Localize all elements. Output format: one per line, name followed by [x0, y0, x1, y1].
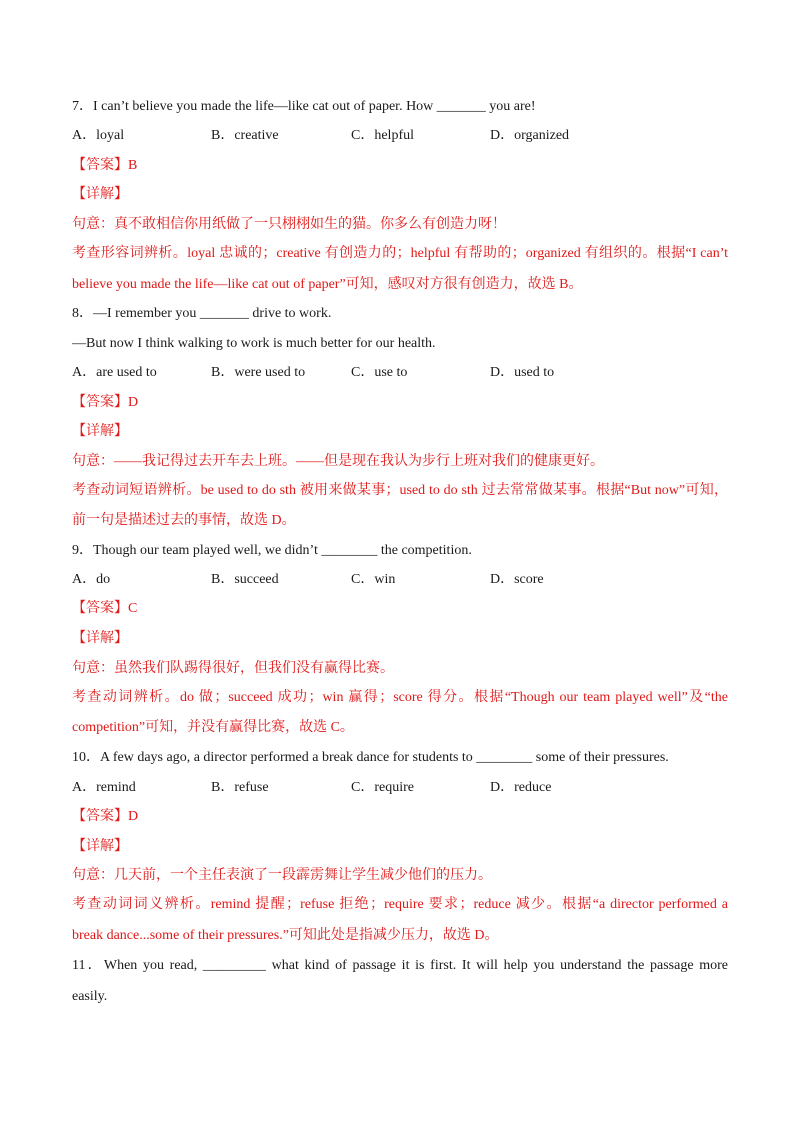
question-8-analysis-line-2: 前一句是描述过去的事情，故选 D。	[72, 513, 296, 528]
question-10-stem: 10．A few days ago, a director performed a break dance for students to ________ some of their pressures.	[72, 750, 669, 765]
question-10-answer: 【答案】D	[72, 809, 139, 824]
question-8-detail-label: 【详解】	[72, 424, 128, 439]
question-9-analysis-line-2: competition”可知，并没有赢得比赛，故选 C。	[72, 720, 354, 735]
option-a: A．are used to	[72, 365, 157, 380]
question-10-meaning: 句意：几天前，一个主任表演了一段霹雳舞让学生减少他们的压力。	[72, 868, 492, 883]
option-d: D．score	[490, 572, 544, 587]
question-10-detail-label: 【详解】	[72, 839, 128, 854]
option-b: B．succeed	[211, 572, 279, 587]
question-7-answer: 【答案】B	[72, 158, 138, 173]
question-11-stem: 11．When you read, _________ what kind of passage it is first. It will help you understand the passage more	[72, 958, 728, 973]
question-9-answer: 【答案】C	[72, 601, 138, 616]
question-8-stem: 8．—I remember you _______ drive to work.	[72, 306, 332, 321]
question-7-analysis-line-2: believe you made the life—like cat out of paper”可知，感叹对方很有创造力，故选 B。	[72, 277, 583, 292]
question-11-stem-continued: easily.	[72, 989, 108, 1004]
question-10-analysis-line-1: 考查动词词义辨析。remind 提醒；refuse 拒绝；require 要求；reduce 减少。根据“a director performed a	[72, 897, 728, 912]
option-a: A．loyal	[72, 128, 125, 143]
option-d: D．used to	[490, 365, 555, 380]
question-7-analysis-line-1: 考查形容词辨析。loyal 忠诚的；creative 有创造力的；helpful 有帮助的；organized 有组织的。根据“I can’t	[72, 246, 728, 261]
option-c: C．use to	[351, 365, 408, 380]
question-7-meaning: 句意：真不敢相信你用纸做了一只栩栩如生的猫。你多么有创造力呀！	[72, 217, 506, 232]
question-7-stem: 7．I can’t believe you made the life—like cat out of paper. How _______ you are!	[72, 99, 536, 114]
option-c: C．helpful	[351, 128, 414, 143]
option-c: C．require	[351, 780, 414, 795]
option-d: D．organized	[490, 128, 570, 143]
question-9-detail-label: 【详解】	[72, 631, 128, 646]
option-c: C．win	[351, 572, 396, 587]
question-9-stem: 9．Though our team played well, we didn’t ________ the competition.	[72, 543, 472, 558]
question-10-analysis-line-2: break dance...some of their pressures.”可知此处是指减少压力，故选 D。	[72, 928, 499, 943]
option-d: D．reduce	[490, 780, 552, 795]
option-b: B．refuse	[211, 780, 269, 795]
question-8-answer: 【答案】D	[72, 395, 139, 410]
option-b: B．were used to	[211, 365, 306, 380]
question-7-detail-label: 【详解】	[72, 187, 128, 202]
option-a: A．do	[72, 572, 111, 587]
question-9-meaning: 句意：虽然我们队踢得很好，但我们没有赢得比赛。	[72, 661, 394, 676]
option-a: A．remind	[72, 780, 136, 795]
question-8-analysis-line-1: 考查动词短语辨析。be used to do sth 被用来做某事；used to do sth 过去常常做某事。根据“But now”可知，	[72, 483, 728, 498]
option-b: B．creative	[211, 128, 279, 143]
question-8-meaning: 句意：——我记得过去开车去上班。——但是现在我认为步行上班对我们的健康更好。	[72, 454, 604, 469]
question-9-analysis-line-1: 考查动词辨析。do 做；succeed 成功；win 赢得；score 得分。根据“Though our team played well”及“the	[72, 690, 728, 705]
question-8-stem-reply: —But now I think walking to work is much better for our health.	[72, 336, 436, 351]
